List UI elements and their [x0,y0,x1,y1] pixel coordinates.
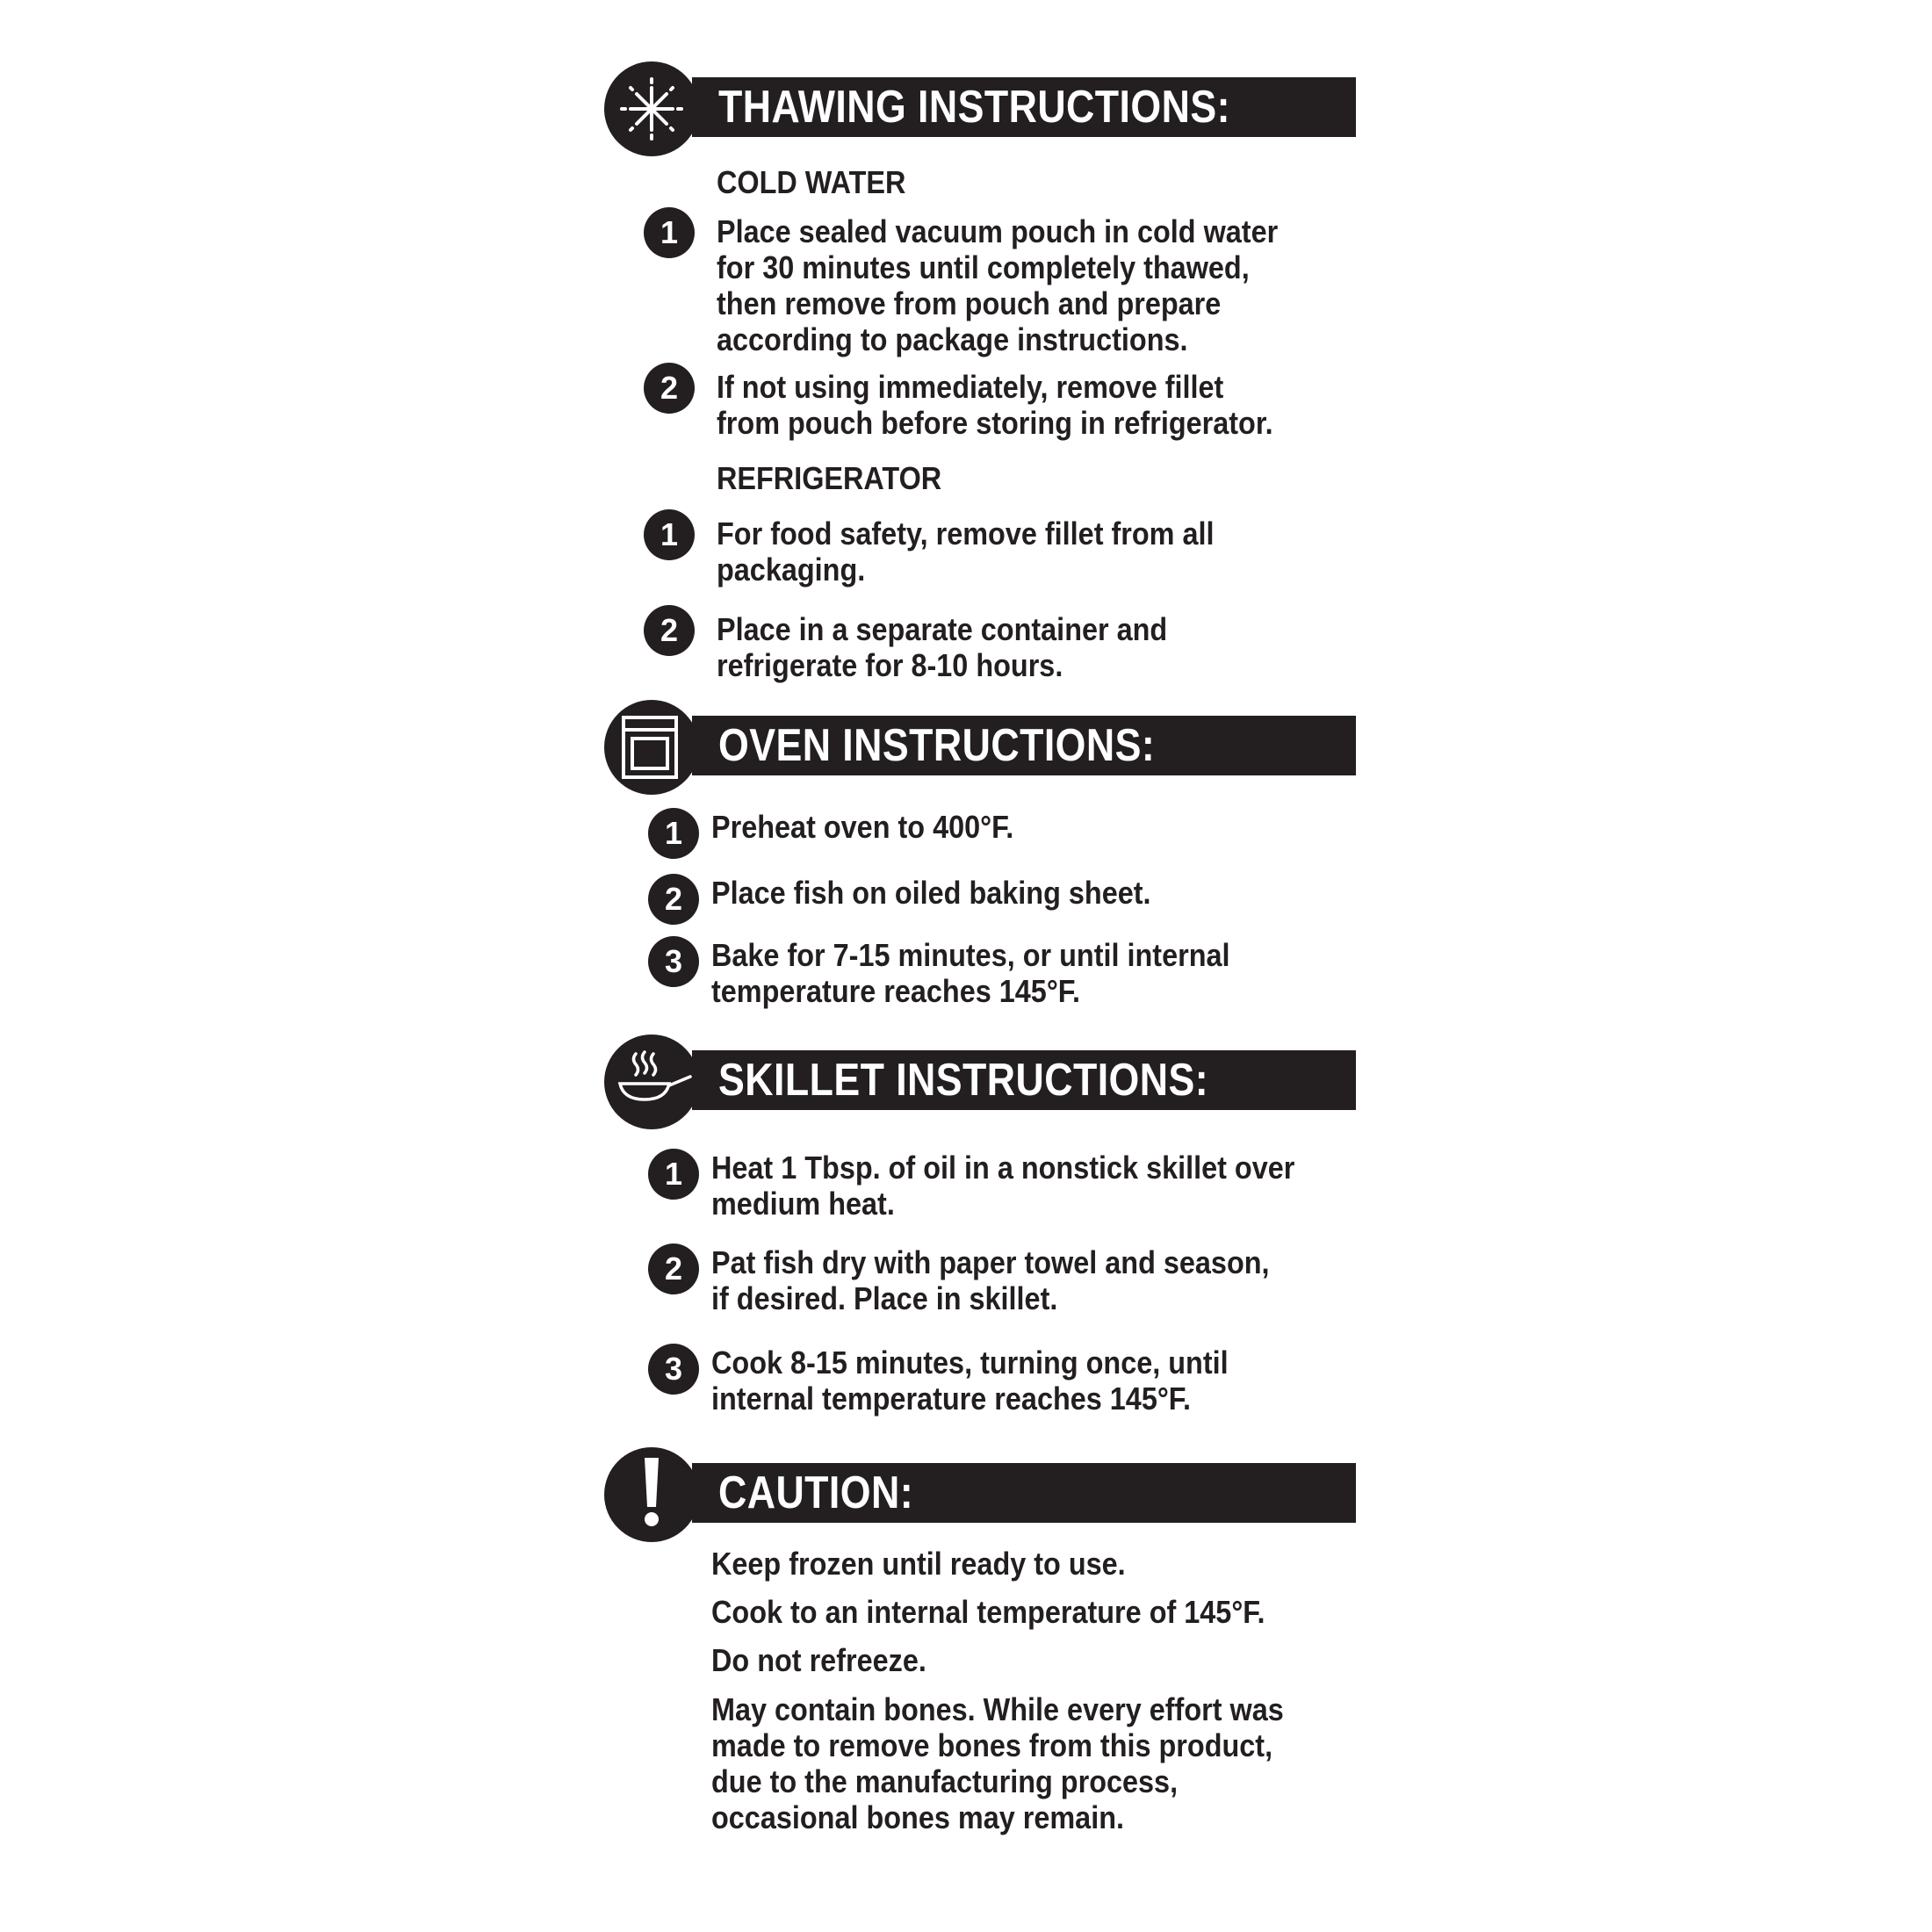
snowflake-icon [604,61,699,156]
caution-header [604,1447,1356,1542]
cold-water-step-1: Place sealed vacuum pouch in cold water for 30 minutes until completely thawed, then remove from pouch and prepare according to package instructions. [717,213,1279,357]
step-number: 2 [644,363,695,414]
step-number: 1 [648,1149,699,1200]
caution-title: CAUTION: [718,1467,914,1518]
skillet-header [604,1034,1356,1129]
step-number: 3 [648,936,699,987]
oven-icon [604,700,699,795]
refrigerator-step-1: For food safety, remove fillet from all packaging. [717,515,1215,588]
step-number: 2 [648,1244,699,1294]
skillet-title: SKILLET INSTRUCTIONS: [718,1055,1209,1106]
oven-title: OVEN INSTRUCTIONS: [718,720,1156,771]
step-number: 2 [644,605,695,656]
refrigerator-step-2: Place in a separate container and refrigerate for 8-10 hours. [717,611,1168,683]
step-number: 2 [648,874,699,925]
cold-water-heading: COLD WATER [717,164,906,200]
cold-water-step-2: If not using immediately, remove fillet from pouch before storing in refrigerator. [717,369,1273,441]
thawing-header [604,61,1356,156]
caution-line-1: Keep frozen until ready to use. [711,1546,1126,1582]
skillet-step-1: Heat 1 Tbsp. of oil in a nonstick skillet over medium heat. [711,1150,1295,1222]
skillet-step-2: Pat fish dry with paper towel and season, if desired. Place in skillet. [711,1244,1270,1316]
thawing-title: THAWING INSTRUCTIONS: [718,82,1230,133]
caution-line-4: May contain bones. While every effort was made to remove bones from this product, due to the manufacturing process, occasional bones may remain. [711,1691,1284,1835]
oven-header [604,700,1356,795]
skillet-step-3: Cook 8-15 minutes, turning once, until internal temperature reaches 145°F. [711,1344,1229,1417]
oven-step-2: Place fish on oiled baking sheet. [711,875,1151,911]
step-number: 1 [644,207,695,258]
step-number: 1 [644,509,695,560]
skillet-icon [604,1034,699,1129]
oven-step-1: Preheat oven to 400°F. [711,809,1014,845]
exclamation-icon [604,1447,699,1542]
oven-step-3: Bake for 7-15 minutes, or until internal temperature reaches 145°F. [711,937,1230,1009]
caution-line-2: Cook to an internal temperature of 145°F. [711,1594,1265,1630]
caution-line-3: Do not refreeze. [711,1642,926,1678]
step-number: 3 [648,1344,699,1395]
refrigerator-heading: REFRIGERATOR [717,460,942,496]
step-number: 1 [648,808,699,859]
